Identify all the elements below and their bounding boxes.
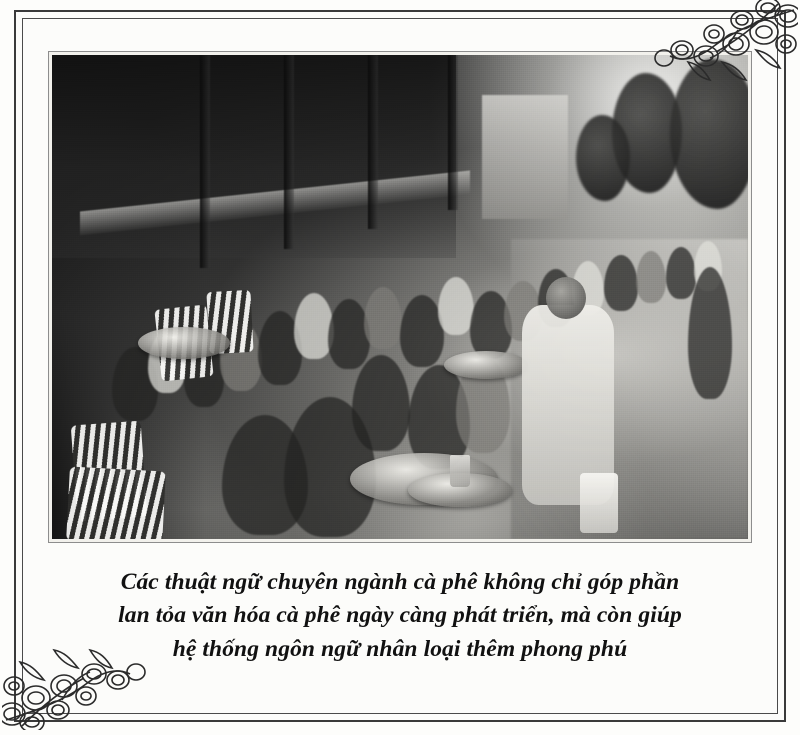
caption-line-1: Các thuật ngữ chuyên ngành cà phê không chỉ góp phần xyxy=(120,569,680,595)
caption-line-2: lan tỏa văn hóa cà phê ngày càng phát triển, mà còn giúp xyxy=(118,602,682,629)
cafe-table xyxy=(444,351,528,379)
facade-pillar xyxy=(200,55,210,268)
photograph-image xyxy=(52,55,748,539)
striped-cafe-chair xyxy=(66,467,166,542)
cafe-table xyxy=(138,327,230,359)
street-tree xyxy=(670,59,751,209)
facade-pillar xyxy=(284,55,294,249)
facade-pillar xyxy=(448,55,458,210)
waiter-cloth xyxy=(580,473,618,533)
caption-text xyxy=(49,566,751,666)
street-tree xyxy=(576,115,630,201)
distant-building xyxy=(482,95,568,219)
drinking-glass xyxy=(450,455,470,487)
caption-line-3: hệ thống ngôn ngữ nhân loại thêm phong phú xyxy=(172,635,628,662)
photograph xyxy=(49,52,751,542)
waiter-head xyxy=(546,277,586,319)
facade-pillar xyxy=(368,55,378,229)
